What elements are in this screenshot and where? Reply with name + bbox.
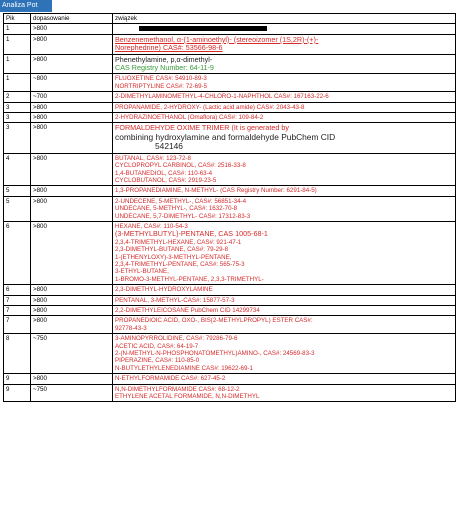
pik-cell: 5 [4, 186, 31, 196]
compound-line: NORTRIPTYLINE CAS#: 72-69-5 [115, 82, 208, 90]
header-match: dopasowanie [31, 14, 113, 24]
match-cell: >800 [31, 113, 113, 123]
compound-line: 2-HYDRAZINOETHANOL (Omaflora) CAS#: 109-84-2 [115, 114, 264, 122]
table-row [4, 54, 456, 74]
compound-line: FORMALDEHYDE OXIME TRIMER (It is generated by [115, 123, 290, 133]
compound-line: N,N-DIMETHYLFORMAMIDE CAS#: 68-12-2 [115, 385, 240, 393]
compound-line: combining hydroxylamine and formaldehyde PubChem CID [115, 131, 336, 142]
compound-cell [113, 54, 456, 74]
match-cell: >800 [31, 196, 113, 221]
pik-cell: 1 [4, 54, 31, 74]
match-cell: >800 [31, 285, 113, 295]
table-row [4, 74, 456, 92]
pik-cell: 3 [4, 113, 31, 123]
table-row [4, 186, 456, 196]
compound-line: 1,3-PROPANEDIAMINE, N-METHYL- (CAS Registry Number: 6291-84-5) [115, 187, 317, 195]
table-row [4, 113, 456, 123]
table-row [4, 102, 456, 112]
match-cell: >800 [31, 316, 113, 334]
compound-line: 2-(N-METHYL-N-PHOSPHONATOMETHYL)AMINO-, CAS#: 24569-83-3 [115, 350, 315, 358]
table-row [4, 221, 456, 284]
compound-line: 1-(ETHENYLOXY)-3-METHYL-PENTANE, [115, 253, 232, 261]
compound-line: 2,3,4-TRIMETHYL-PENTANE, CAS#: 565-75-3 [115, 260, 245, 268]
compound-line: Phenethylamine, p,α-dimethyl- [115, 54, 213, 64]
pik-cell: 2 [4, 92, 31, 102]
pik-cell: 9 [4, 384, 31, 402]
compound-line: ETHYLENE ACETAL FORMAMIDE, N,N-DIMETHYL [115, 393, 260, 401]
compound-line: CAS Registry Number: 64-11-9 [115, 63, 214, 73]
compound-line: HEXANE, CAS#: 110-54-3 [115, 222, 188, 230]
pik-cell: 8 [4, 334, 31, 374]
pik-cell: 7 [4, 316, 31, 334]
compound-line: N-BUTYLETHYLENEDIAMINE CAS#: 19622-69-1 [115, 364, 253, 372]
table-row [4, 153, 456, 186]
compound-line: 2-DIMETHYLAMINOMETHYL-4-CHLORO-1-NAPHTHOL CAS#: 167163-22-6 [115, 93, 329, 101]
table-row [4, 285, 456, 295]
pik-cell: 4 [4, 153, 31, 186]
compound-cell [113, 34, 456, 54]
compound-line: PENTANAL, 3-METHYL-CAS#: 15877-57-3 [115, 296, 235, 304]
match-cell: >800 [31, 295, 113, 305]
compound-line: 1-BROMO-3-METHYL-PENTANE, 2,3,3-TRIMETHYL- [115, 275, 264, 283]
compound-cell [113, 295, 456, 305]
pik-cell: 6 [4, 285, 31, 295]
table-row [4, 334, 456, 374]
header-compound: związek [113, 14, 456, 24]
table-row [4, 34, 456, 54]
table-row [4, 306, 456, 316]
compound-line: CYCLOBUTANOL, CAS#: 2919-23-5 [115, 176, 217, 184]
compound-line: UNDECANE, 5,7-DIMETHYL- CAS#: 17312-83-3 [115, 212, 251, 220]
table-row [4, 24, 456, 34]
redaction-bar [139, 26, 267, 31]
compound-line: 3-AMINOPYRROLIDINE, CAS#: 79286-79-6 [115, 335, 238, 343]
pik-cell: 9 [4, 374, 31, 384]
table-row [4, 123, 456, 153]
pik-cell: 1 [4, 24, 31, 34]
compound-line: 92778-43-3 [115, 324, 147, 332]
compound-cell [113, 285, 456, 295]
compound-cell [113, 221, 456, 284]
compound-table [3, 13, 456, 402]
table-row [4, 196, 456, 221]
pik-cell: 1 [4, 74, 31, 92]
pik-cell: 3 [4, 102, 31, 112]
compound-line: ACETIC ACID, CAS#: 64-19-7 [115, 342, 199, 350]
match-cell: >800 [31, 374, 113, 384]
pik-cell: 3 [4, 123, 31, 153]
compound-cell [113, 316, 456, 334]
match-cell: >800 [31, 186, 113, 196]
match-cell: >800 [31, 306, 113, 316]
table-row [4, 295, 456, 305]
compound-line: N-ETHYLFORMAMIDE CAS#: 627-45-2 [115, 375, 226, 383]
match-cell: >800 [31, 24, 113, 34]
match-cell: >800 [31, 153, 113, 186]
pik-cell: 1 [4, 34, 31, 54]
compound-cell [113, 24, 456, 34]
compound-cell [113, 384, 456, 402]
compound-cell [113, 123, 456, 153]
table-row [4, 92, 456, 102]
compound-line: 542146 [155, 141, 183, 152]
compound-line: 2,2-DIMETHYLEICOSANE PubChem CID 14299734 [115, 307, 260, 314]
compound-line: 2,3-DIMETHYL-HYDROXYLAMINE [115, 286, 213, 294]
table-row [4, 374, 456, 384]
compound-cell [113, 196, 456, 221]
match-cell: ~750 [31, 334, 113, 374]
match-cell: >800 [31, 123, 113, 153]
compound-line: (3-METHYLBUTYL)-PENTANE, CAS 1005-68-1 [115, 229, 268, 239]
compound-cell [113, 334, 456, 374]
compound-line: BUTANAL, CAS#: 123-72-8 [115, 154, 191, 162]
table-header-row [4, 14, 456, 24]
compound-cell [113, 153, 456, 186]
table-row [4, 384, 456, 402]
compound-line: 2,3,4-TRIMETHYL-HEXANE, CAS#: 921-47-1 [115, 238, 242, 246]
match-cell: ~800 [31, 74, 113, 92]
match-cell: >800 [31, 54, 113, 74]
pik-cell: 6 [4, 221, 31, 284]
compound-line: 3-ETHYL-BUTANE, [115, 268, 169, 276]
compound-line: PIPERAZINE, CAS#: 110-85-0 [115, 357, 200, 365]
compound-cell [113, 92, 456, 102]
compound-line: 1,4-BUTANEDIOL, CAS#: 110-63-4 [115, 169, 213, 177]
compound-cell [113, 113, 456, 123]
pik-cell: 7 [4, 295, 31, 305]
header-pik: Pik [4, 14, 31, 24]
match-cell: ~700 [31, 92, 113, 102]
compound-line: 2,3-DIMETHYL-BUTANE, CAS#: 79-29-8 [115, 246, 229, 254]
compound-cell [113, 186, 456, 196]
compound-cell [113, 74, 456, 92]
compound-cell [113, 374, 456, 384]
match-cell: >800 [31, 102, 113, 112]
pik-cell: 7 [4, 306, 31, 316]
compound-line: UNDECANE, 5-METHYL-, CAS#: 1632-70-8 [115, 205, 238, 213]
pik-cell: 5 [4, 196, 31, 221]
compound-line: CYCLOPROPYL CARBINOL, CAS#: 2516-33-8 [115, 162, 246, 170]
compound-cell [113, 306, 456, 316]
compound-line: Norephedrine) CAS#: 53566-98-6 [115, 43, 223, 53]
compound-cell [113, 102, 456, 112]
compound-line: 2-UNDECENE, 5-METHYL-, CAS#: 56851-34-4 [115, 197, 247, 205]
match-cell: >800 [31, 221, 113, 284]
compound-line: PROPANAMIDE, 2-HYDROXY- (Lactic acid amide) CAS#: 2043-43-8 [115, 103, 305, 111]
compound-line: FLUOXETINE CAS#: 54910-89-3 [115, 75, 207, 83]
sheet-title: Analiza Pot [0, 0, 52, 12]
match-cell: ~750 [31, 384, 113, 402]
match-cell: >800 [31, 34, 113, 54]
compound-line: Benzenemethanol, α-(1-aminoethyl)- (stereoizomer (1S,2R)-(+)- [115, 34, 319, 44]
table-row [4, 316, 456, 334]
compound-line: PROPANEDIOIC ACID, OXO-, BIS(2-METHYLPROPYL) ESTER CAS#: [115, 317, 313, 325]
